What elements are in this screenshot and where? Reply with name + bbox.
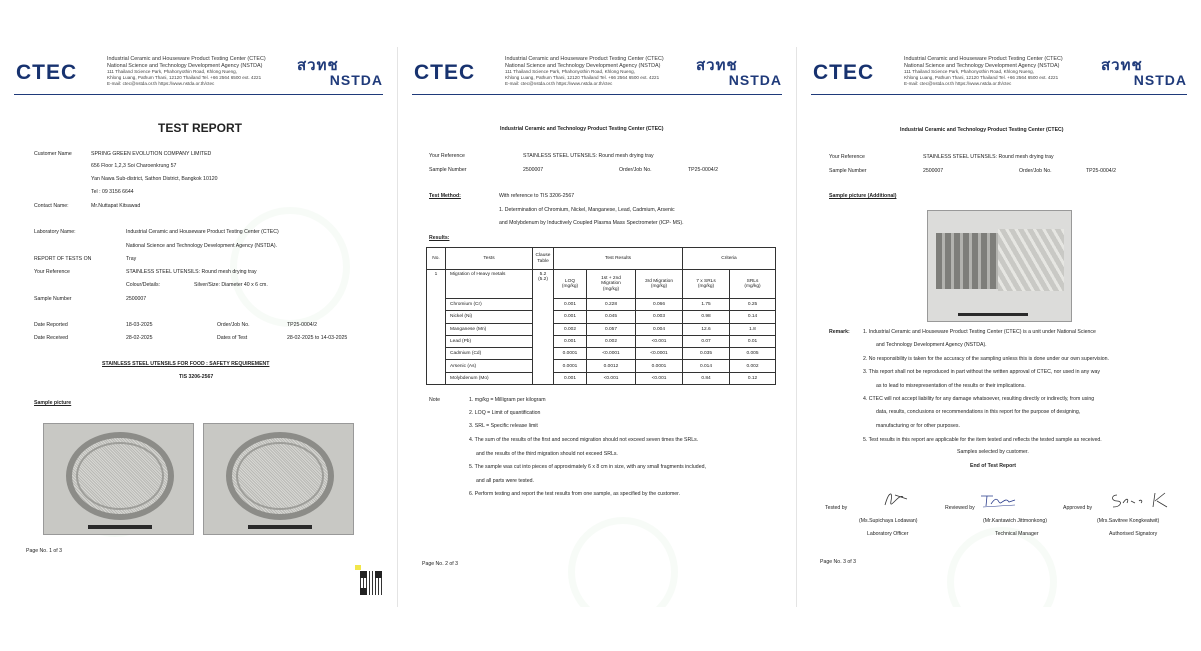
page-header [797, 47, 1201, 97]
note-4: 4. The sum of the results of the first and second migration should not exceed seven times the SRLs. [469, 437, 699, 443]
page-number: Page No. 1 of 3 [26, 548, 63, 554]
signature-reviewed [979, 492, 1019, 510]
nstda-logo: สวทช NSTDA [696, 56, 782, 88]
sample-number-label: Sample Number [429, 167, 467, 173]
tested-by-role: Laboratory Officer [867, 531, 909, 537]
sieve-image [66, 432, 174, 520]
sample-photo-front [43, 423, 194, 535]
test-method-label: Test Method: [429, 193, 461, 199]
note-sticker [355, 565, 361, 570]
nstda-logo: สวทช NSTDA [1101, 56, 1187, 88]
approved-by-role: Authorised Signatory [1109, 531, 1158, 537]
table-row: Chromium (Cr) 0.001 0.228 0.066 1.75 0.25 [427, 299, 776, 311]
order-value: TP25-0004/2 [287, 322, 317, 328]
sample-number-label: Sample Number [829, 168, 867, 174]
dates-test: 28-02-2025 to 14-03-2025 [287, 335, 348, 341]
reviewed-by-name: (Mr.Kantawich Jittmonkong) [983, 518, 1048, 524]
header-address: Industrial Ceramic and Houseware Product Testing Center (CTEC) National Science and Technology Development Agency (NSTDA) 111 Thailand Science Park, Phahonyothin Road, Khlong Nueng, Khlong Luang, Pathum Thani, 12120 Thailand Tel. +66 2564 6500 ext. 4221 E-mail: ctec@nstda.or.th https://www.nstda.or.th/ctec [904, 56, 1063, 86]
report-label: REPORT OF TESTS ON [34, 256, 92, 262]
end-of-report: End of Test Report [970, 463, 1017, 469]
colour-label: Colour/Details: [126, 282, 161, 288]
scale-ruler [88, 525, 152, 529]
date-reported-label: Date Reported [34, 322, 68, 328]
table-row: Cadmium (Cd) 0.0001 <0.0001 <0.0001 0.035 0.005 [427, 348, 776, 360]
page-header [0, 47, 397, 97]
lab-label: Laboratory Name: [34, 229, 76, 235]
watermark [947, 527, 1057, 607]
note-3: 3. SRL = Specific release limit [469, 423, 538, 429]
center-title: Industrial Ceramic and Technology Product Testing Center (CTEC) [500, 126, 664, 132]
contact-label: Contact Name: [34, 203, 69, 209]
header-address: Industrial Ceramic and Houseware Product Testing Center (CTEC) National Science and Technology Development Agency (NSTDA) 111 Thailand Science Park, Phahonyothin Road, Khlong Nueng, Khlong Luang, Pathum Thani, 12120 Thailand Tel. +66 2564 6500 ext. 4221 E-mail: ctec@nstda.or.th https://www.nstda.or.th/ctec [107, 56, 266, 86]
header-rule [811, 94, 1187, 95]
table-row: 1 Migration of Heavy metals 5.2 (5.2) LOQ (mg/kg) 1st + 2nd Migration (mg/kg) 3rd Migration (mg/kg) 7 x SRLs (mg/kg) SRLs (mg/kg) [427, 270, 776, 299]
remark-3b: as to lead to misrepresentation of the results or their implications. [876, 383, 1026, 389]
date-reported: 18-03-2025 [126, 322, 153, 328]
header-address: Industrial Ceramic and Houseware Product Testing Center (CTEC) National Science and Technology Development Agency (NSTDA) 111 Thailand Science Park, Phahonyothin Road, Khlong Nueng, Khlong Luang, Pathum Thani, 12120 Thailand Tel. +66 2564 6500 ext. 4221 E-mail: ctec@nstda.or.th https://www.nstda.or.th/ctec [505, 56, 664, 86]
sample-number-label: Sample Number [34, 296, 72, 302]
col-test-results: Test Results [554, 248, 683, 270]
date-received: 28-02-2025 [126, 335, 153, 341]
report-page-1 [0, 47, 398, 607]
remark-label: Remark: [829, 329, 850, 335]
order-value: TP25-0004/2 [688, 167, 718, 173]
signature-approved [1109, 489, 1171, 511]
report-page-2 [398, 47, 797, 607]
customer-address-2: Yan Nawa Sub-district, Sathon District, Bangkok 10120 [91, 176, 218, 182]
table-row: Nickel (Ni) 0.001 0.045 0.003 0.98 0.14 [427, 311, 776, 323]
watermark [230, 207, 350, 327]
col-clause: Clause Table [533, 248, 554, 270]
sample-pieces-photo [927, 210, 1072, 322]
lab-name-1: Industrial Ceramic and Houseware Product Testing Center (CTEC) [126, 229, 279, 235]
remark-4b: data, results, conclusions or recommendations in this report for the purpose of designing, [876, 409, 1081, 415]
remark-5b: Samples selected by customer. [957, 449, 1029, 455]
scale-ruler [248, 525, 312, 529]
sample-photo-back [203, 423, 354, 535]
table-row: Lead (Pb) 0.001 0.002 <0.001 0.07 0.01 [427, 335, 776, 347]
mesh-pieces-light [998, 229, 1064, 291]
scale-ruler [958, 313, 1028, 316]
ctec-logo: CTEC [414, 61, 476, 84]
approved-by-name: (Mrs.Savitree Kongkeatwit) [1097, 518, 1160, 524]
page-number: Page No. 2 of 3 [422, 561, 459, 567]
approved-by-label: Approved by [1063, 505, 1093, 511]
sample-number-value: 2500007 [923, 168, 944, 174]
test-method-3: and Molybdenum by Inductively Coupled Plasma Mass Spectrometer (ICP- MS). [499, 220, 684, 226]
requirement-title: STAINLESS STEEL UTENSILS FOR FOOD : SAFETY REQUIREMENT [102, 361, 270, 367]
remark-4: 4. CTEC will not accept liability for any damage whatsoever, resulting directly or indirectly, from using [863, 396, 1095, 402]
watermark [568, 517, 678, 607]
results-table [426, 247, 776, 385]
report-value: Tray [126, 256, 137, 262]
sample-number-value: 2500007 [523, 167, 544, 173]
test-method-1: With reference to TIS 3206-2567 [499, 193, 575, 199]
note-5: 5. The sample was cut into pieces of approximately 6 x 8 cm in size, with any small fragments included, [469, 464, 706, 470]
reference-value: STAINLESS STEEL UTENSILS: Round mesh drying tray [523, 153, 654, 159]
order-value: TP25-0004/2 [1086, 168, 1116, 174]
order-label: Order/Job No. [1019, 168, 1052, 174]
table-row: Manganese (Mn) 0.002 0.057 0.004 12.6 1.8 [427, 323, 776, 335]
signature-tested [881, 489, 911, 509]
table-row: Arsenic (As) 0.0001 0.0012 0.0001 0.014 0.002 [427, 360, 776, 372]
report-page-3 [797, 47, 1201, 607]
results-label: Results: [429, 235, 450, 241]
note-1: 1. mg/kg = Milligram per kilogram [469, 397, 546, 403]
contact-name: Mr.Nuttapat Kitsawad [91, 203, 141, 209]
colour-value: Silver/Size: Diameter 40 x 6 cm. [194, 282, 268, 288]
reference-value: STAINLESS STEEL UTENSILS: Round mesh drying tray [923, 154, 1054, 160]
customer-name: SPRING GREEN EVOLUTION COMPANY LIMITED [91, 151, 212, 157]
nstda-logo: สวทช NSTDA [297, 56, 383, 88]
sample-picture-label: Sample picture (Additional) [829, 193, 897, 199]
reviewed-by-role: Technical Manager [995, 531, 1039, 537]
remark-5: 5. Test results in this report are applicable for the item tested and reflects the tested sample as received. [863, 437, 1102, 443]
sieve-image [226, 432, 334, 520]
note-label: Note [429, 397, 440, 403]
requirement-standard: TIS 3206-2567 [179, 374, 214, 380]
customer-tel: Tel : 09 3156 6644 [91, 189, 134, 195]
note-2: 2. LOQ = Limit of quantification [469, 410, 541, 416]
date-received-label: Date Received [34, 335, 69, 341]
header-rule [412, 94, 782, 95]
page-header [398, 47, 796, 97]
order-label: Order/Job No. [619, 167, 652, 173]
note-6: 6. Perform testing and report the test results from one sample, as specified by the customer. [469, 491, 681, 497]
note-5b: and all parts were tested. [476, 478, 534, 484]
customer-address-1: 656 Floor 1,2,3 Soi Charoenkrung 57 [91, 163, 177, 169]
page-number: Page No. 3 of 3 [820, 559, 857, 565]
lab-name-2: National Science and Technology Development Agency (NSTDA). [126, 243, 277, 249]
remark-3: 3. This report shall not be reproduced in part without the written approval of CTEC, nor used in any way [863, 369, 1100, 375]
reference-label: Your Reference [34, 269, 70, 275]
order-label: Order/Job No. [217, 322, 250, 328]
sample-picture-label: Sample picture [34, 400, 72, 406]
test-method-2: 1. Determination of Chromium, Nickel, Manganese, Lead, Cadmium, Arsenic [499, 207, 675, 213]
table-row: Molybdenum (Mo) 0.001 <0.001 <0.001 0.84 0.12 [427, 372, 776, 384]
reference-value: STAINLESS STEEL UTENSILS: Round mesh drying tray [126, 269, 257, 275]
reference-label: Your Reference [429, 153, 465, 159]
center-title: Industrial Ceramic and Technology Product Testing Center (CTEC) [900, 127, 1064, 133]
dates-test-label: Dates of Test [217, 335, 248, 341]
header-rule [14, 94, 383, 95]
sample-number-value: 2500007 [126, 296, 147, 302]
remark-4c: manufacturing or for other purposes. [876, 423, 960, 429]
note-4b: and the results of the third migration should not exceed SRLs. [476, 451, 618, 457]
col-tests: Tests [446, 248, 533, 270]
customer-label: Customer Name [34, 151, 72, 157]
reviewed-by-label: Reviewed by [945, 505, 975, 511]
remark-1b: and Technology Development Agency (NSTDA). [876, 342, 987, 348]
tested-by-label: Tested by [825, 505, 848, 511]
qr-code-icon [360, 571, 382, 595]
tested-by-name: (Ms.Supichaya Lodawan) [859, 518, 918, 524]
ctec-logo: CTEC [16, 61, 78, 84]
reference-label: Your Reference [829, 154, 865, 160]
col-no: No. [427, 248, 446, 270]
remark-2: 2. No responsibility is taken for the accuracy of the sampling unless this is done under our own supervision. [863, 356, 1109, 362]
mesh-pieces-dark [936, 233, 998, 289]
ctec-logo: CTEC [813, 61, 875, 84]
page-title: TEST REPORT [158, 121, 243, 135]
remark-1: 1. Industrial Ceramic and Houseware Product Testing Center (CTEC) is a unit under National Science [863, 329, 1096, 335]
col-criteria: Criteria [683, 248, 776, 270]
